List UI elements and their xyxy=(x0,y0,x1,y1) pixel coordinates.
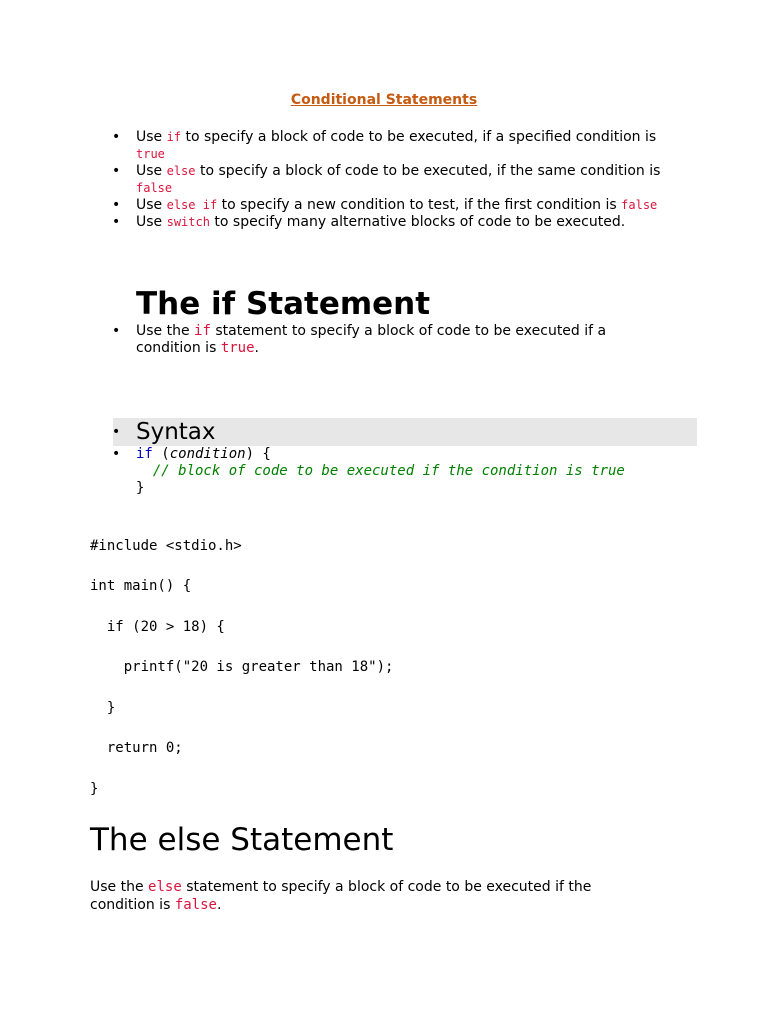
list-item: • Use the if statement to specify a block of code to be executed if a condition is true. xyxy=(112,323,607,356)
syntax-condition: condition xyxy=(169,446,246,462)
list-item: • Use switch to specify many alternative blocks of code to be executed. xyxy=(112,214,626,230)
intro-bullet-list xyxy=(90,129,680,231)
inline-code: else xyxy=(166,164,196,178)
inline-code: switch xyxy=(166,215,210,229)
code-line: int main() { xyxy=(90,578,192,594)
if-statement-heading: The if Statement xyxy=(136,286,431,322)
bullet-icon: • xyxy=(112,214,121,230)
bullet-icon: • xyxy=(112,129,121,145)
list-item: • Use else if to specify a new condition to test, if the first condition is false xyxy=(112,197,658,213)
bullet-icon: • xyxy=(112,424,121,440)
inline-code: false xyxy=(136,181,173,195)
code-line: return 0; xyxy=(90,740,183,756)
syntax-heading: Syntax xyxy=(136,419,216,445)
inline-code: if xyxy=(194,323,211,339)
code-line: } xyxy=(90,700,116,716)
code-line: } xyxy=(90,781,99,797)
bullet-icon: • xyxy=(112,323,121,339)
bullet-icon: • xyxy=(112,197,121,213)
code-comment: // block of code to be executed if the condition is true xyxy=(136,463,625,479)
keyword-if: if xyxy=(136,446,153,462)
list-item: • Use if to specify a block of code to be executed, if a specified condition is true xyxy=(112,129,657,161)
code-line: if (20 > 18) { xyxy=(90,619,225,635)
inline-code: else if xyxy=(166,198,218,212)
document-title: Conditional Statements xyxy=(290,92,478,108)
inline-code: true xyxy=(136,147,165,161)
else-paragraph: Use the else statement to specify a block of code to be executed if the condition is false. xyxy=(90,879,592,913)
inline-code: false xyxy=(174,897,217,913)
inline-code: if xyxy=(166,130,182,144)
bullet-icon: • xyxy=(112,163,121,179)
inline-code: true xyxy=(220,340,255,356)
inline-code: else xyxy=(148,879,182,895)
if-bullet-list xyxy=(90,323,650,357)
else-statement-heading: The else Statement xyxy=(90,822,394,858)
code-line: printf("20 is greater than 18"); xyxy=(90,659,394,675)
list-item: • Use else to specify a block of code to be executed, if the same condition is false xyxy=(112,163,661,195)
inline-code: false xyxy=(621,198,658,212)
code-line: #include <stdio.h> xyxy=(90,538,242,554)
document-page: Conditional Statements • Use if to specify a block of code to be executed, if a specified condition is true • Use else to specify a block of code to be executed, if the same condition is false • Use else if to specify a new condition to test, if the first condition is false • Use switch to specify many alternative blocks of code to be executed. The if Statement • Use the if statement to specify a block of code to be executed if a condition is true. • Syntax • if (condition) { // block of code to be executed if the condition is true } #include <stdio.h> int main() { if (20 > 18) { printf("20 is greater than 18"); } return 0; } The else Statement Use the else statement to specify a block of code to be executed if the condition is false. xyxy=(0,0,768,1024)
bullet-icon: • xyxy=(112,446,121,462)
